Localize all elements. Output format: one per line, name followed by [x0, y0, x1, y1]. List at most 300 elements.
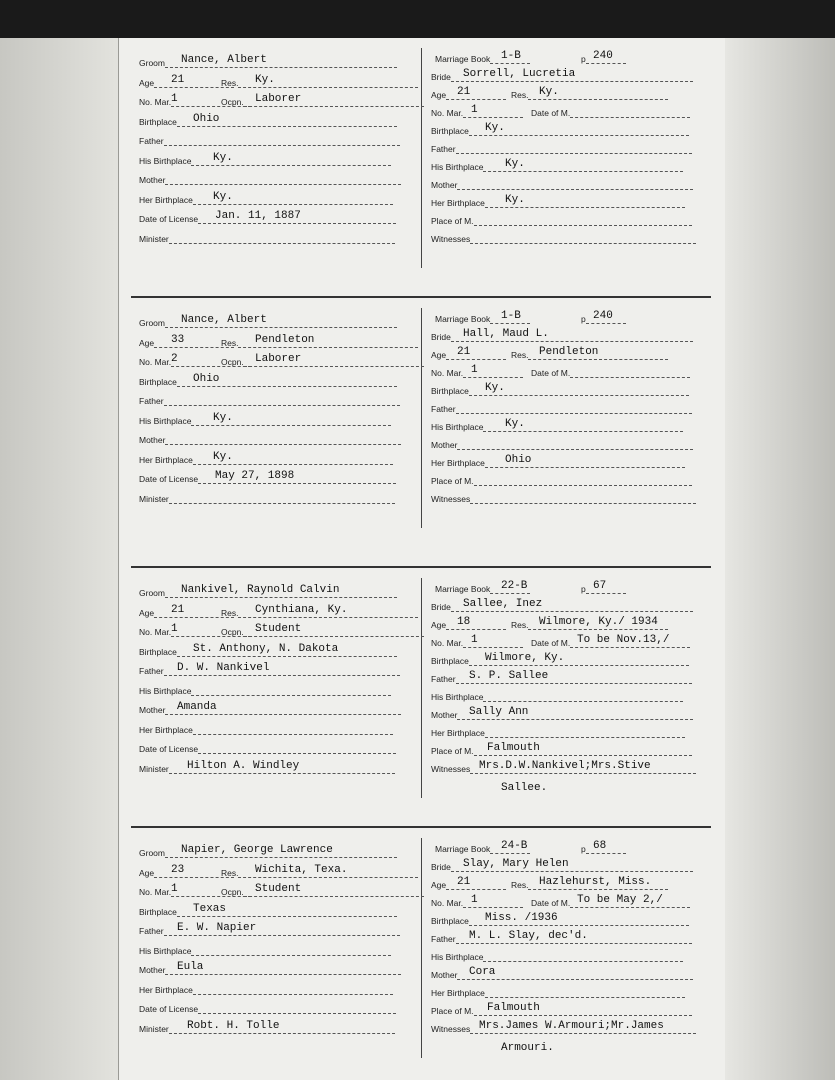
- field-row: [139, 759, 395, 778]
- field-label: Date of License: [139, 214, 199, 224]
- field-label: p: [581, 584, 586, 594]
- field-row: [431, 914, 689, 930]
- field-row: [531, 366, 690, 382]
- field-value: S. P. Sallee: [469, 670, 549, 682]
- field-value: Napier, George Lawrence: [181, 844, 333, 856]
- field-row: [139, 492, 395, 508]
- field-value: 22-B: [501, 580, 528, 592]
- field-row: [139, 372, 397, 391]
- field-label: Date of M.: [531, 898, 571, 908]
- field-label: Witnesses: [431, 234, 471, 244]
- field-value: 2: [171, 353, 178, 365]
- field-value: 240: [593, 50, 613, 62]
- marriage-record-card: [131, 838, 715, 1068]
- field-label: Age: [431, 90, 447, 100]
- field-value: Falmouth: [487, 742, 540, 754]
- field-value: Falmouth: [487, 1002, 540, 1014]
- field-label: p: [581, 54, 586, 64]
- field-row: [139, 603, 234, 622]
- field-label: Bride: [431, 332, 451, 342]
- field-value: Amanda: [177, 701, 217, 713]
- card-separator: [131, 296, 711, 298]
- field-label: Mother: [139, 705, 166, 715]
- field-value: Ky.: [213, 190, 233, 203]
- field-row: [581, 582, 626, 598]
- field-row: [139, 684, 391, 700]
- scanned-page: [0, 38, 835, 1080]
- field-row: [431, 348, 506, 364]
- field-label: Birthplace: [431, 916, 469, 926]
- field-label: Ocpn.: [221, 97, 244, 107]
- field-row: [139, 664, 400, 680]
- field-label: Date of M.: [531, 368, 571, 378]
- field-label: No. Mar.: [139, 97, 172, 107]
- field-value: Mrs.James W.Armouri;Mr.James: [479, 1020, 664, 1032]
- field-row: [221, 73, 418, 92]
- field-label: No. Mar.: [431, 898, 464, 908]
- record-sheet: [118, 38, 725, 1080]
- field-label: His Birthplace: [431, 422, 484, 432]
- field-value: Wichita, Texa.: [255, 863, 348, 876]
- field-row: [431, 438, 693, 454]
- field-value: 21: [171, 603, 185, 616]
- field-label: Minister: [139, 1023, 169, 1034]
- field-row: [139, 134, 400, 150]
- field-row: [431, 726, 685, 742]
- field-line: [164, 134, 400, 146]
- field-line: [485, 726, 685, 738]
- card-divider-vertical: [421, 308, 422, 528]
- field-value: M. L. Slay, dec'd.: [469, 930, 588, 942]
- field-row: [139, 1002, 396, 1018]
- field-label: Res.: [511, 620, 529, 630]
- field-value: 67: [593, 580, 607, 592]
- field-label: Age: [139, 77, 155, 88]
- field-value: 1: [471, 894, 478, 906]
- field-line: [446, 348, 506, 360]
- field-row: [139, 742, 396, 758]
- field-value: Ky.: [213, 411, 233, 424]
- field-value: Sorrell, Lucretia: [463, 68, 576, 80]
- field-label: Her Birthplace: [431, 458, 485, 468]
- field-row: [435, 842, 530, 858]
- field-value: 21: [171, 73, 185, 86]
- field-row: [139, 902, 397, 921]
- field-row: [431, 654, 689, 670]
- field-row: [139, 333, 234, 352]
- field-value: Wilmore, Ky./ 1934: [539, 616, 658, 628]
- field-label: Date of License: [139, 474, 199, 484]
- field-row: [139, 173, 401, 189]
- field-value: Nance, Albert: [181, 54, 267, 66]
- field-label: His Birthplace: [139, 945, 192, 956]
- field-value: 33: [171, 333, 185, 346]
- field-label: Her Birthplace: [139, 984, 193, 995]
- field-label: Res.: [221, 337, 239, 348]
- field-label: No. Mar.: [431, 368, 464, 378]
- field-label: Minister: [139, 763, 169, 774]
- field-row: [431, 456, 685, 472]
- field-value: Eula: [177, 961, 204, 973]
- field-row: [221, 863, 418, 882]
- marriage-record-card: [131, 48, 715, 278]
- field-value: To be May 2,/: [577, 894, 663, 906]
- field-value: Ky.: [505, 418, 525, 430]
- field-label: Groom: [139, 58, 165, 68]
- field-row: [139, 411, 391, 430]
- field-label: Mother: [139, 175, 166, 185]
- field-label: Birthplace: [431, 126, 469, 136]
- field-label: Birthplace: [139, 376, 177, 387]
- field-label: His Birthplace: [139, 685, 192, 696]
- field-value: Slay, Mary Helen: [463, 858, 569, 870]
- field-value: Hilton A. Windley: [187, 759, 300, 772]
- field-label: Place of M.: [431, 216, 474, 226]
- field-row: [139, 846, 397, 862]
- field-label: Age: [431, 880, 447, 890]
- field-row: [139, 232, 395, 248]
- field-value: Cynthiana, Ky.: [255, 603, 348, 616]
- field-label: Birthplace: [139, 906, 177, 917]
- card-separator: [131, 826, 711, 828]
- field-row: [431, 366, 523, 382]
- field-row: [431, 196, 685, 212]
- field-value: Ky.: [213, 151, 233, 164]
- field-row: [221, 625, 424, 641]
- field-value: 1: [471, 104, 478, 116]
- field-line: [485, 986, 685, 998]
- field-row: [431, 1004, 692, 1020]
- field-line: [164, 394, 400, 406]
- field-label: Her Birthplace: [431, 728, 485, 738]
- field-label: Age: [139, 867, 155, 878]
- field-label: His Birthplace: [431, 162, 484, 172]
- field-label: Ocpn.: [221, 887, 244, 897]
- field-row: [581, 52, 626, 68]
- field-row: [435, 582, 530, 598]
- field-row: [511, 88, 668, 104]
- field-row: [431, 950, 683, 966]
- field-row: [431, 142, 692, 158]
- field-label: Place of M.: [431, 476, 474, 486]
- field-row: [139, 863, 234, 882]
- field-row: [431, 1022, 696, 1038]
- field-row: [431, 690, 683, 706]
- field-row: [139, 450, 393, 469]
- field-value: Laborer: [255, 93, 302, 105]
- field-label: Mother: [431, 180, 458, 190]
- field-label: Mother: [431, 970, 458, 980]
- field-label: Mother: [139, 435, 166, 445]
- field-row: [431, 384, 689, 400]
- field-row: [139, 1019, 395, 1038]
- field-value: May 27, 1898: [215, 470, 295, 482]
- field-row: [431, 330, 693, 346]
- field-value: 240: [593, 310, 613, 322]
- field-label: Place of M.: [431, 1006, 474, 1016]
- field-label: Marriage Book: [435, 584, 491, 594]
- field-row: [139, 983, 393, 999]
- field-row: [531, 636, 690, 652]
- field-value: Student: [255, 883, 302, 895]
- field-value: 1-B: [501, 310, 521, 322]
- field-row: [139, 394, 400, 410]
- field-label: Birthplace: [139, 646, 177, 657]
- field-row: [431, 214, 692, 230]
- field-line: [191, 684, 391, 696]
- field-value: Texas: [193, 902, 227, 915]
- field-value: Ky.: [539, 86, 559, 98]
- field-row: [431, 232, 696, 248]
- field-row: [139, 433, 401, 449]
- field-line: [474, 214, 692, 226]
- field-label: Witnesses: [431, 1024, 471, 1034]
- field-line: [198, 742, 396, 754]
- field-row: [139, 703, 401, 719]
- field-line: [456, 142, 692, 154]
- field-label: Date of M.: [531, 638, 571, 648]
- field-value: 24-B: [501, 840, 528, 852]
- field-row: [139, 642, 397, 661]
- field-row: [431, 600, 693, 616]
- field-row: [139, 151, 391, 170]
- field-row: [139, 112, 397, 131]
- field-value: Ky.: [485, 122, 505, 134]
- field-label: Father: [139, 666, 164, 676]
- field-line: [446, 88, 506, 100]
- field-row: [221, 885, 424, 901]
- field-label: Groom: [139, 588, 165, 598]
- field-row: [139, 472, 396, 488]
- field-line: [570, 106, 690, 118]
- field-value: Miss. /1936: [485, 912, 558, 924]
- field-row: [435, 52, 530, 68]
- field-line: [483, 950, 683, 962]
- field-label: Witnesses: [431, 494, 471, 504]
- field-row: [581, 842, 626, 858]
- field-line: [198, 1002, 396, 1014]
- field-label: Father: [431, 404, 456, 414]
- field-line: [169, 492, 395, 504]
- field-value: Robt. H. Tolle: [187, 1019, 280, 1032]
- field-label: Birthplace: [139, 116, 177, 127]
- field-line: [169, 232, 395, 244]
- field-row: [431, 474, 692, 490]
- field-line: [165, 173, 401, 185]
- field-label: Age: [431, 620, 447, 630]
- field-line: [165, 433, 401, 445]
- field-line: [457, 178, 693, 190]
- field-value: 1: [171, 623, 178, 635]
- field-label: Ocpn.: [221, 627, 244, 637]
- field-label: Father: [431, 144, 456, 154]
- field-label: p: [581, 844, 586, 854]
- field-line: [457, 438, 693, 450]
- field-row: [431, 708, 693, 724]
- field-label: His Birthplace: [139, 415, 192, 426]
- field-value: Ohio: [505, 454, 532, 466]
- field-value: Hazlehurst, Miss.: [539, 876, 652, 888]
- field-value: 23: [171, 863, 185, 876]
- field-value: 1: [171, 93, 178, 105]
- field-row: [431, 88, 506, 104]
- field-line: [483, 690, 683, 702]
- page-margin-left: [0, 38, 120, 1080]
- field-row: [431, 986, 685, 1002]
- field-value: Ohio: [193, 112, 220, 125]
- field-value: Cora: [469, 966, 496, 978]
- field-value: 21: [457, 876, 471, 888]
- page-margin-right: [725, 38, 835, 1080]
- field-label: Marriage Book: [435, 54, 491, 64]
- field-label: Mother: [431, 710, 458, 720]
- field-label: Bride: [431, 602, 451, 612]
- field-label: Bride: [431, 72, 451, 82]
- field-label: Bride: [431, 862, 451, 872]
- marriage-record-card: [131, 578, 715, 808]
- field-value: Mrs.D.W.Nankivel;Mrs.Stive: [479, 760, 651, 772]
- field-row: [431, 124, 689, 140]
- card-divider-vertical: [421, 48, 422, 268]
- field-row: [431, 878, 506, 894]
- field-label: No. Mar.: [139, 627, 172, 637]
- field-label: Birthplace: [431, 386, 469, 396]
- field-label: Date of License: [139, 1004, 199, 1014]
- field-value: D. W. Nankivel: [177, 662, 270, 674]
- field-line: [193, 983, 393, 995]
- field-label: No. Mar.: [431, 108, 464, 118]
- field-value: Ohio: [193, 372, 220, 385]
- field-row: [139, 924, 400, 940]
- field-row: [431, 70, 693, 86]
- field-label: Marriage Book: [435, 314, 491, 324]
- field-line: [570, 366, 690, 378]
- field-row: [511, 348, 668, 364]
- field-row: [435, 312, 530, 328]
- field-row: [221, 333, 418, 352]
- field-label: Groom: [139, 848, 165, 858]
- field-label: Marriage Book: [435, 844, 491, 854]
- field-label: Her Birthplace: [139, 724, 193, 735]
- field-value: Ky.: [213, 450, 233, 463]
- card-divider-vertical: [421, 578, 422, 798]
- field-value: Pendleton: [539, 346, 599, 358]
- field-label: Birthplace: [431, 656, 469, 666]
- field-label: Res.: [221, 607, 239, 618]
- field-row: [431, 106, 523, 122]
- field-value: Nankivel, Raynold Calvin: [181, 584, 340, 596]
- field-row: [531, 106, 690, 122]
- field-value: St. Anthony, N. Dakota: [193, 642, 339, 655]
- field-label: Father: [139, 926, 164, 936]
- field-row: [431, 860, 693, 876]
- field-line: [474, 474, 692, 486]
- field-value: 18: [457, 616, 471, 628]
- witnesses-continuation: Sallee.: [501, 782, 548, 794]
- field-value: Pendleton: [255, 333, 315, 346]
- field-label: Her Birthplace: [431, 988, 485, 998]
- field-label: Date of M.: [531, 108, 571, 118]
- field-row: [431, 178, 693, 194]
- field-label: Minister: [139, 233, 169, 244]
- field-label: Mother: [139, 965, 166, 975]
- field-row: [139, 212, 396, 228]
- field-value: Sally Ann: [469, 706, 529, 718]
- field-label: Her Birthplace: [139, 454, 193, 465]
- field-row: [431, 618, 506, 634]
- field-label: Father: [431, 674, 456, 684]
- field-label: Father: [139, 396, 164, 406]
- field-label: Mother: [431, 440, 458, 450]
- field-row: [431, 896, 523, 912]
- field-label: Date of License: [139, 744, 199, 754]
- field-row: [431, 420, 683, 436]
- field-value: 21: [457, 86, 471, 98]
- field-value: 1: [471, 634, 478, 646]
- field-label: No. Mar.: [139, 357, 172, 367]
- field-value: 1: [171, 883, 178, 895]
- field-label: Res.: [511, 90, 529, 100]
- field-row: [431, 672, 692, 688]
- field-line: [193, 723, 393, 735]
- field-value: 21: [457, 346, 471, 358]
- field-line: [191, 944, 391, 956]
- field-row: [221, 95, 424, 111]
- field-line: [446, 618, 506, 630]
- field-line: [470, 232, 696, 244]
- field-row: [139, 586, 397, 602]
- field-row: [139, 316, 397, 332]
- field-row: [431, 744, 692, 760]
- field-value: Wilmore, Ky.: [485, 652, 565, 664]
- card-divider-vertical: [421, 838, 422, 1058]
- field-label: p: [581, 314, 586, 324]
- field-label: No. Mar.: [139, 887, 172, 897]
- field-row: [431, 492, 696, 508]
- field-value: Ky.: [505, 158, 525, 170]
- field-label: Res.: [221, 867, 239, 878]
- field-value: To be Nov.13,/: [577, 634, 670, 646]
- field-value: Hall, Maud L.: [463, 328, 549, 340]
- field-value: 68: [593, 840, 607, 852]
- field-label: Res.: [511, 350, 529, 360]
- field-value: Nance, Albert: [181, 314, 267, 326]
- field-row: [431, 160, 683, 176]
- field-label: Groom: [139, 318, 165, 328]
- field-label: Witnesses: [431, 764, 471, 774]
- field-label: Father: [431, 934, 456, 944]
- field-value: 1-B: [501, 50, 521, 62]
- field-value: Jan. 11, 1887: [215, 210, 301, 222]
- field-row: [139, 190, 393, 209]
- field-row: [139, 73, 234, 92]
- field-line: [456, 402, 692, 414]
- field-row: [221, 355, 424, 371]
- field-row: [431, 762, 696, 778]
- field-label: His Birthplace: [139, 155, 192, 166]
- field-label: No. Mar.: [431, 638, 464, 648]
- field-label: Minister: [139, 493, 169, 504]
- field-row: [221, 603, 418, 622]
- field-row: [431, 968, 693, 984]
- field-value: Ky.: [505, 194, 525, 206]
- field-value: Ky.: [255, 73, 275, 86]
- field-label: Age: [139, 337, 155, 348]
- field-value: Ky.: [485, 382, 505, 394]
- field-value: E. W. Napier: [177, 922, 257, 934]
- field-value: Sallee, Inez: [463, 598, 543, 610]
- field-row: [139, 723, 393, 739]
